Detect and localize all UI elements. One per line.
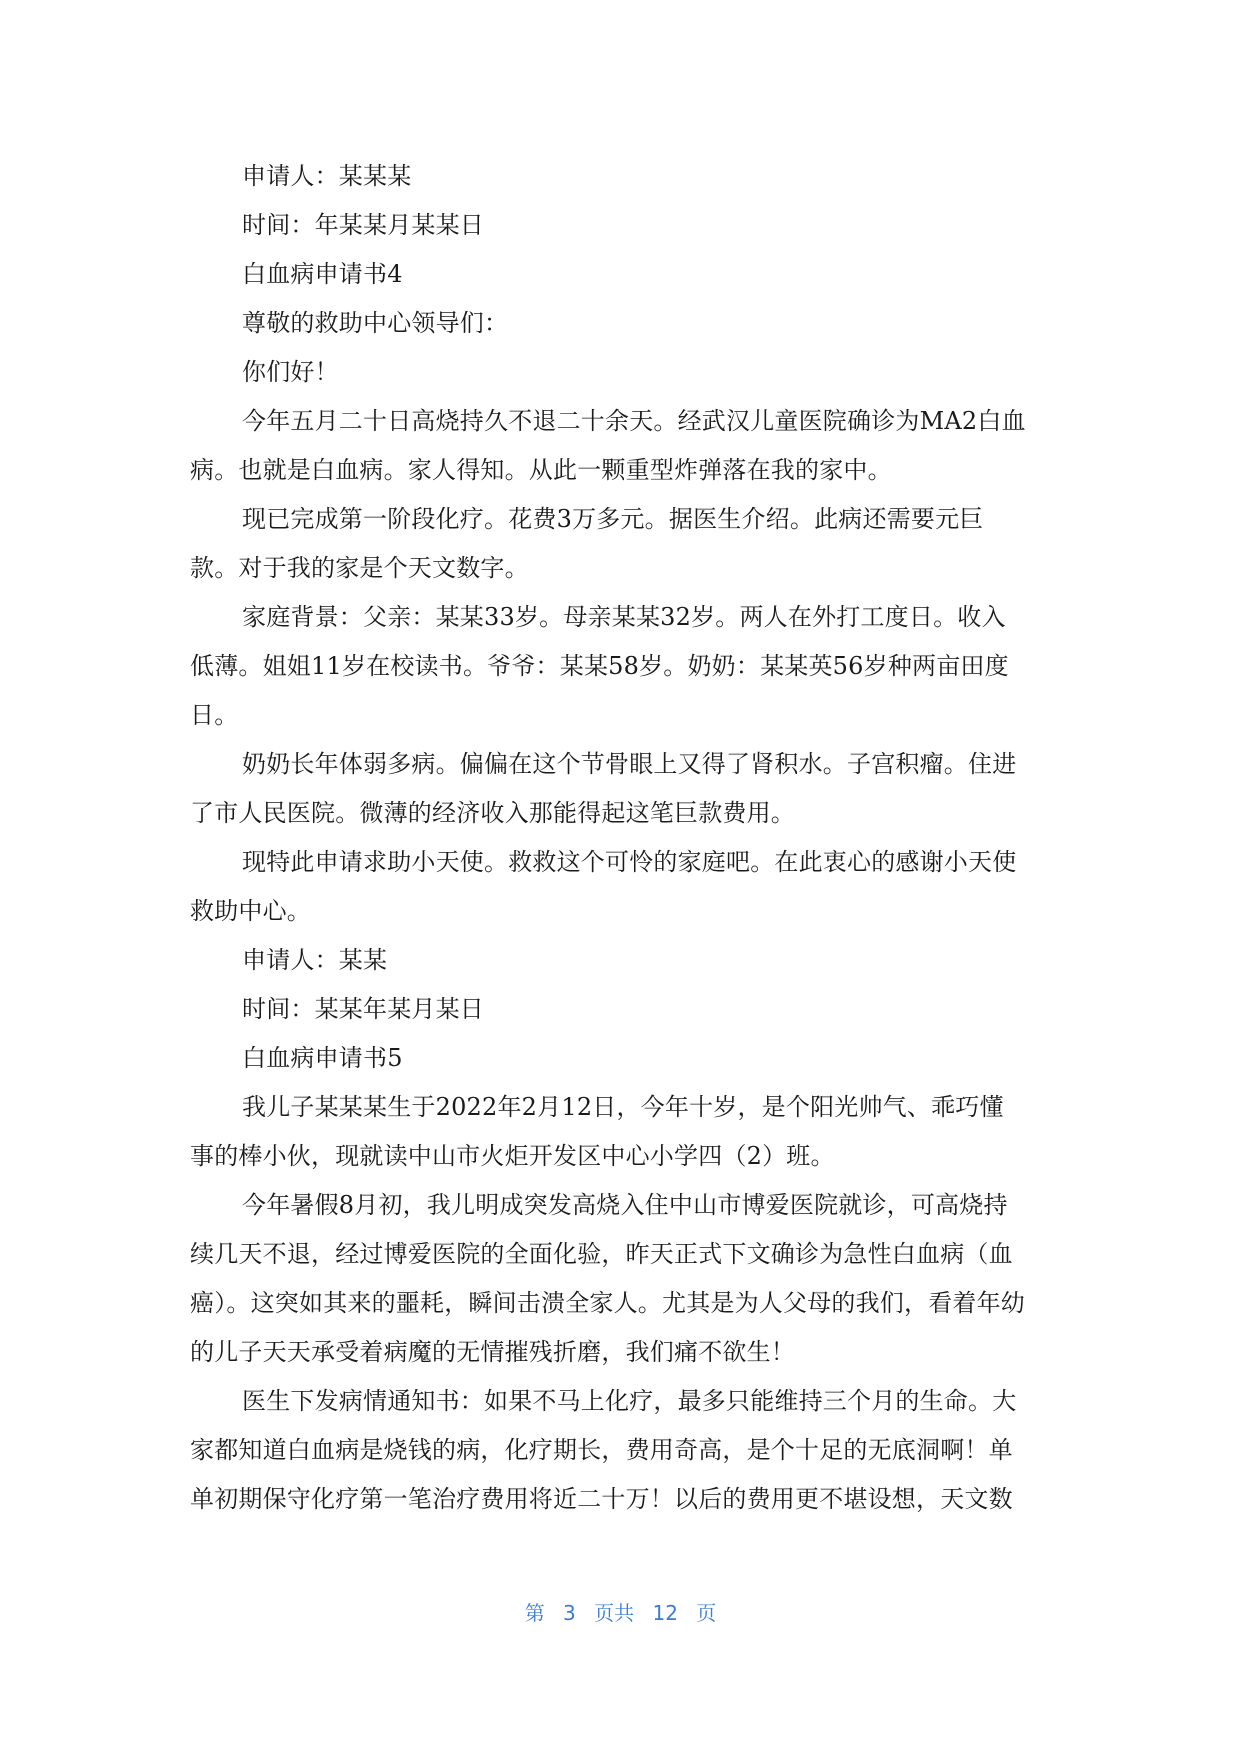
text-line: 款。对于我的家是个天文数字。 bbox=[190, 554, 529, 582]
text-line: 现特此申请求助小天使。救救这个可怜的家庭吧。在此衷心的感谢小天使 bbox=[242, 848, 1017, 876]
text-line: 家都知道白血病是烧钱的病，化疗期长，费用奇高，是个十足的无底洞啊！单 bbox=[190, 1436, 1013, 1464]
text-line: 今年五月二十日高烧持久不退二十余天。经武汉儿童医院确诊为MA2白血 bbox=[242, 407, 1026, 435]
text-line: 白血病申请书5 bbox=[242, 1044, 403, 1072]
text-line: 申请人：某某 bbox=[242, 946, 388, 974]
text-line: 低薄。姐姐11岁在校读书。爷爷：某某58岁。奶奶：某某英56岁种两亩田度 bbox=[190, 652, 1009, 680]
text-line: 家庭背景：父亲：某某33岁。母亲某某32岁。两人在外打工度日。收入 bbox=[242, 603, 1006, 631]
text-line: 病。也就是白血病。家人得知。从此一颗重型炸弹落在我的家中。 bbox=[190, 456, 892, 484]
text-line: 今年暑假8月初，我儿明成突发高烧入住中山市博爱医院就诊，可高烧持 bbox=[242, 1191, 1008, 1219]
text-line: 续几天不退，经过博爱医院的全面化验，昨天正式下文确诊为急性白血病（血 bbox=[190, 1240, 1013, 1268]
text-line: 事的棒小伙，现就读中山市火炬开发区中心小学四（2）班。 bbox=[190, 1142, 835, 1170]
text-line: 救助中心。 bbox=[190, 897, 311, 925]
text-line: 你们好！ bbox=[242, 358, 339, 386]
document-body bbox=[190, 152, 1060, 1524]
text-line: 癌）。这突如其来的噩耗，瞬间击溃全家人。尤其是为人父母的我们，看着年幼 bbox=[190, 1289, 1025, 1317]
text-line: 日。 bbox=[190, 701, 239, 729]
text-line: 的儿子天天承受着病魔的无情摧残折磨，我们痛不欲生！ bbox=[190, 1338, 795, 1366]
text-line: 医生下发病情通知书：如果不马上化疗，最多只能维持三个月的生命。大 bbox=[242, 1387, 1017, 1415]
text-line: 时间：年某某月某某日 bbox=[242, 211, 484, 239]
text-line: 单初期保守化疗第一笔治疗费用将近二十万！以后的费用更不堪设想，天文数 bbox=[190, 1485, 1013, 1513]
text-line: 现已完成第一阶段化疗。花费3万多元。据医生介绍。此病还需要元巨 bbox=[242, 505, 984, 533]
page-number-footer: 第 3 页共 12 页 bbox=[524, 1601, 717, 1625]
text-line: 申请人：某某某 bbox=[242, 162, 412, 190]
text-line: 奶奶长年体弱多病。偏偏在这个节骨眼上又得了肾积水。子宫积瘤。住进 bbox=[242, 750, 1017, 778]
text-line: 时间：某某年某月某日 bbox=[242, 995, 484, 1023]
text-line: 我儿子某某某生于2022年2月12日，今年十岁，是个阳光帅气、乖巧懂 bbox=[242, 1093, 1004, 1121]
text-line: 白血病申请书4 bbox=[242, 260, 403, 288]
text-line: 尊敬的救助中心领导们： bbox=[242, 309, 509, 337]
text-line: 了市人民医院。微薄的经济收入那能得起这笔巨款费用。 bbox=[190, 799, 795, 827]
